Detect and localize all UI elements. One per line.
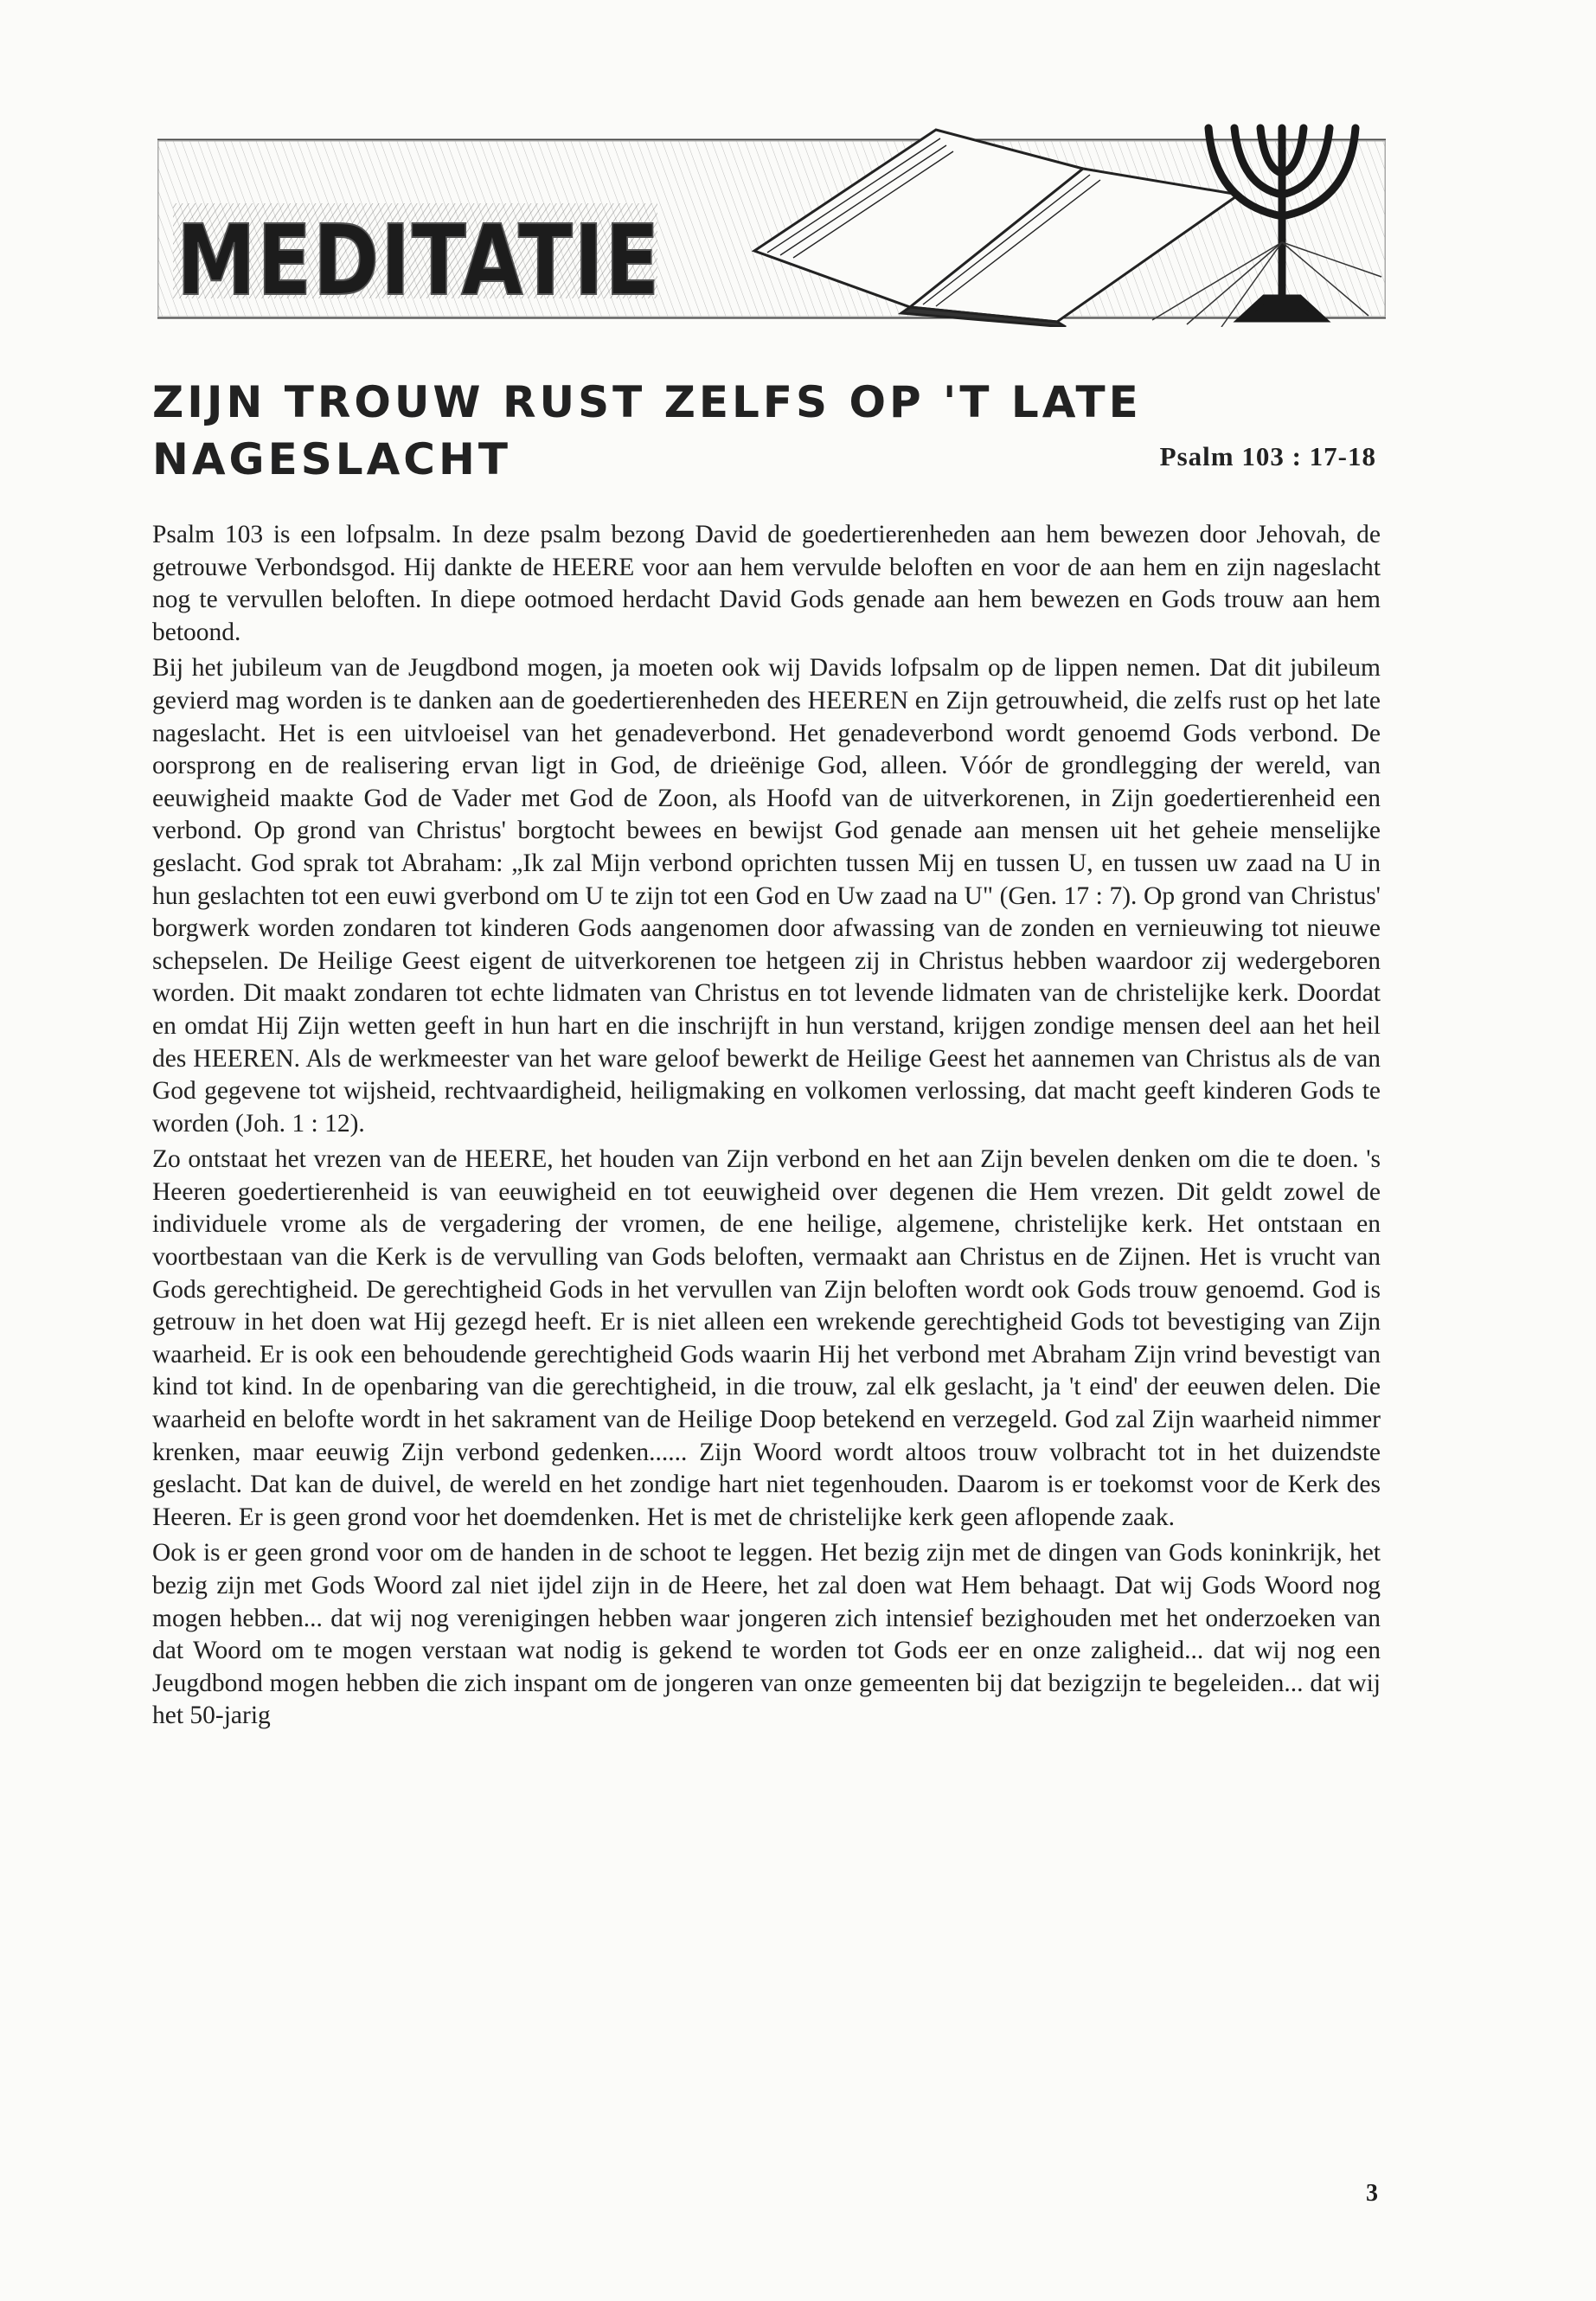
paragraph-2: Bij het jubileum van de Jeugdbond mogen, ja moeten ook wij Davids lofpsalm op de lippen nemen. Dat dit jubileum gevierd mag worden is te danken aan de goedertierenheden des HEEREN en Zijn getrouwheid, die zelfs rust op het late nageslacht. Het is een uitvloeisel van het genadeverbond. Het genadeverbond wordt genoemd Gods verbond. De oorsprong en de realisering ervan ligt in God, de drieënige God, alleen. Vóór de grondlegging der wereld, van eeuwigheid maakte God de Vader met God de Zoon, als Hoofd van de uitverkorenen, in Zijn goedertierenheid een verbond. Op grond van Christus' borgtocht bewees en bewijst God genade aan mensen uit het geheie menselijke geslacht. God sprak tot Abraham: „Ik zal Mijn verbond oprichten tussen Mij en tussen U, en tussen uw zaad na U in hun geslachten tot een euwi gverbond om U te zijn tot een God en Uw zaad na U" (Gen. 17 : 7). Op grond van Christus' borgwerk worden zondaren tot kinderen Gods aangenomen door afwassing van de zonden en vernieuwing tot nieuwe schepselen. De Heilige Geest eigent de uitverkorenen toe hetgeen zij in Christus hebben waardoor zij wedergeboren worden. Dit maakt zondaren tot echte lidmaten van Christus en tot levende lidmaten van de christelijke kerk. Doordat en omdat Hij Zijn wetten geeft in hun hart en die inschrijft in hun verstand, krijgen zondige mensen deel aan het heil des HEEREN. Als de werkmeester van het ware geloof bewerkt de Heilige Geest het aannemen van Christus als de van God gegevene tot wijsheid, rechtvaardigheid, heiligmaking en volkomen verlossing, dat macht geeft kinderen Gods te worden (Joh. 1 : 12). bbox=[152, 654, 1381, 1138]
title-line-1: ZIJN TROUW RUST ZELFS OP 'T LATE bbox=[152, 377, 1142, 427]
paragraph-3: Zo ontstaat het vrezen van de HEERE, het houden van Zijn verbond en het aan Zijn bevelen denken om die te doen. 's Heeren goedertierenheid is van eeuwigheid en tot eeuwigheid over degenen die Hem vrezen. Dit geldt zowel de individuele vrome als de vergadering der vromen, de ene heilige, algemene, christelijke kerk. Het ontstaan en voortbestaan van die Kerk is de vervulling van Gods beloften, vermaakt aan Christus en de Zijnen. Het is vrucht van Gods gerechtigheid. De gerechtigheid Gods in het vervullen van Zijn beloften wordt ook Gods trouw genoemd. God is getrouw in het doen wat Hij gezegd heeft. Er is niet alleen een wrekende gerechtigheid Gods tot bevestiging van Zijn waarheid. Er is ook een behoudende gerechtigheid Gods waarin Hij het verbond met Abraham Zijn vrind bevestigt van kind tot kind. In de openbaring van die gerechtigheid, in die trouw, zal elk geslacht, ja 't eind' der eeuwen delen. Die waarheid en belofte wordt in het sakrament van de Heilige Doop betekend en verzegeld. God zal Zijn waarheid nimmer krenken, maar eeuwig Zijn verbond gedenken...... Zijn Woord wordt altoos trouw volbracht tot in het duizendste geslacht. Dat kan de duivel, de wereld en het zondige hart niet tegenhouden. Daarom is er toekomst voor de Kerk des Heeren. Er is geen grond voor het doemdenken. Het is met de christelijke kerk geen aflopende zaak. bbox=[152, 1145, 1381, 1531]
article-body bbox=[152, 519, 1381, 1733]
title-line-2: NAGESLACHT bbox=[152, 434, 511, 484]
paragraph-4: Ook is er geen grond voor om de handen in de schoot te leggen. Het bezig zijn met de dingen van Gods koninkrijk, het bezig zijn met Gods Woord zal niet ijdel zijn in de Heere, het zal doen wat Hem behaagt. Dat wij Gods Woord nog mogen hebben... dat wij nog verenigingen hebben waar jongeren zich intensief bezighouden met het onderzoeken van dat Woord om te mogen verstaan wat nodig is gekend te worden tot Gods eer en onze zaligheid... dat wij nog een Jeugdbond mogen hebben die zich inspant om de jongeren van onze gemeenten bij dat bezigzijn te begeleiden... dat wij het 50-jarig bbox=[152, 1539, 1381, 1730]
meditatie-banner bbox=[157, 121, 1386, 327]
banner-word: MEDITATIE bbox=[176, 205, 661, 317]
paragraph-1: Psalm 103 is een lofpsalm. In deze psalm bezong David de goedertierenheden aan hem bewezen door Jehovah, de getrouwe Verbondsgod. Hij dankte de HEERE voor aan hem vervulde beloften en voor de aan hem en zijn nageslacht nog te vervullen beloften. In diepe ootmoed herdacht David Gods genade aan hem bewezen en Gods trouw aan hem betoond. bbox=[152, 521, 1381, 646]
scripture-reference: Psalm 103 : 17-18 bbox=[1159, 441, 1376, 471]
page-number: 3 bbox=[1366, 2180, 1378, 2207]
